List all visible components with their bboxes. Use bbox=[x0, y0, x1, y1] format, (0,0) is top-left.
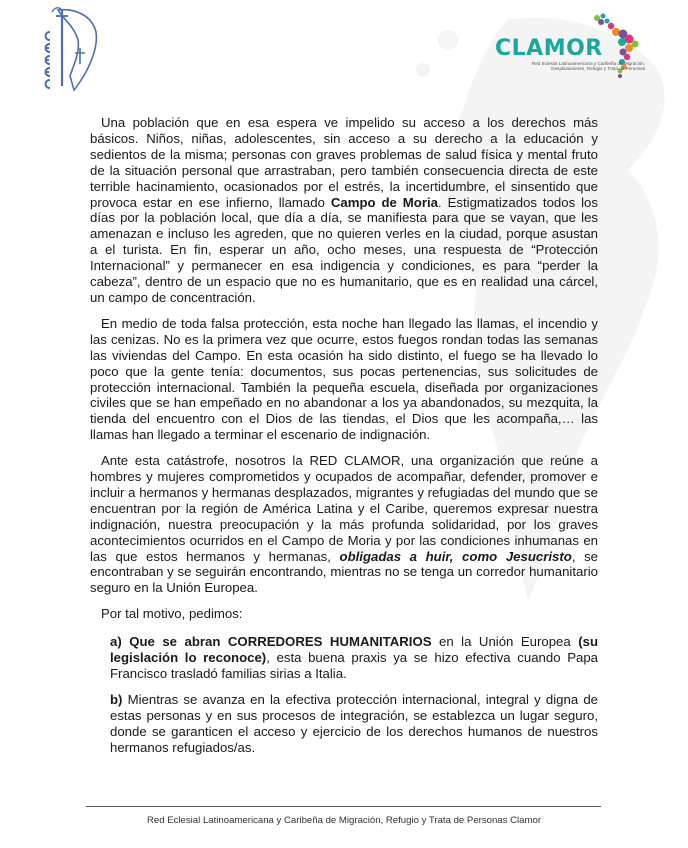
paragraph-3-text: Ante esta catástrofe, nosotros la RED CLAMOR, una organización que reúne a hombres y mujeres comprometidos y ocupados de acompañar, defender, promover e incluir a hermanos y hermanas desplazados, migrantes y refugiadas del mundo que se encuentran por la región de América Latina y el Caribe, queremos expresar nuestra indignación, nuestra preocupación y la más profunda solidaridad, por los graves acontecimientos ocurridos en el Campo de Moria y por las condiciones inhumanas en las que estos hermanos y hermanas, bbox=[90, 453, 598, 564]
footer-divider bbox=[86, 806, 601, 807]
paragraph-2: En medio de toda falsa protección, esta noche han llegado las llamas, el incendio y las cenizas. No es la primera vez que ocurre, estos fuegos rondan todas las semanas las viviendas del Campo. En esta ocasión ha sido distinto, el fuego se ha llevado lo poco que la gente tenía: documentos, sus pocas pertenencias, sus solicitudes de protección internacional. También la pequeña escuela, diseñada por organizaciones civiles que se han empeñado en no abandonar a los ya abandonados, su mezquita, la tienda del encuentro con el Dios de las tiendas, el Dios que les acompaña,… las llamas han llegado a terminar el escenario de indignación. bbox=[90, 315, 598, 443]
clamor-logo bbox=[493, 10, 653, 90]
request-a-text: en la Unión Europea bbox=[431, 634, 579, 650]
paragraph-3-text-end: , se encontraban y se seguirán encontrando, mientras no se tenga un corredor humanitario seguro en la Unión Europea. bbox=[90, 548, 599, 596]
request-a-heading: a) Que se abran CORREDORES HUMANITARIOS bbox=[110, 634, 432, 650]
request-a bbox=[110, 634, 598, 682]
request-a-text-end: , esta buena praxis ya se hizo efectiva cuando Papa Francisco trasladó familias sirias a Italia. bbox=[110, 650, 598, 681]
jesucristo-emphasis: obligadas a huir, como Jesucristo bbox=[339, 548, 572, 564]
paragraph-4: Por tal motivo, pedimos: bbox=[101, 606, 243, 622]
celam-logo bbox=[36, 6, 100, 92]
paragraph-3 bbox=[90, 453, 598, 596]
clamor-logo-text: CLAMOR bbox=[495, 36, 603, 61]
paragraph-1 bbox=[90, 115, 598, 306]
request-a-legislation: (su legislación lo reconoce) bbox=[110, 634, 598, 666]
paragraph-1-text: Una población que en esa espera ve impelido su acceso a los derechos más básicos. Niños, niñas, adolescentes, sin acceso a su derecho a la educación y sedientos de la misma; personas con graves problemas de salud física y mental fruto de la situación personal que arrastraban, pero también consecuencia directa de este terrible hacinamiento, ocasionados por el estrés, la incertidumbre, el sinsentido que provoca estar en ese infierno, llamado bbox=[90, 115, 598, 210]
paragraph-1-text-end: . Estigmatizados todos los días por la población local, que día a día, se manifiesta para que se vayan, que les amenazan e incluso les agreden, que no quieren verles en la ciudad, porque asustan a el turista. En fin, esperar un año, ocho meses, una respuesta de “Protección Internacional” y permanecer en esa indigencia y condiciones, es para “perder la cabeza”, dentro de un espacio que no es humanitario, que es en realidad una cárcel, un campo de concentración. bbox=[90, 194, 598, 305]
clamor-logo-subtitle: Red Eclesial Latinoamericana y Caribeña de Migración, Desplazamiento, Refugio y Trata de Personas bbox=[531, 61, 645, 72]
footer-text: Red Eclesial Latinoamericana y Caribeña de Migración, Refugio y Trata de Personas Clamor bbox=[146, 815, 542, 826]
request-b-label: b) bbox=[110, 691, 123, 707]
campo-de-moria-bold: Campo de Moria bbox=[330, 194, 438, 210]
request-b-text: Mientras se avanza en la efectiva protección internacional, integral y digna de estas personas y en sus procesos de integración, se establezca un lugar seguro, donde se garanticen el acceso y ejercicio de los derechos humanos de nuestros hermanos refugiados/as. bbox=[110, 691, 598, 755]
request-b bbox=[110, 692, 598, 756]
letter-body bbox=[90, 115, 598, 766]
